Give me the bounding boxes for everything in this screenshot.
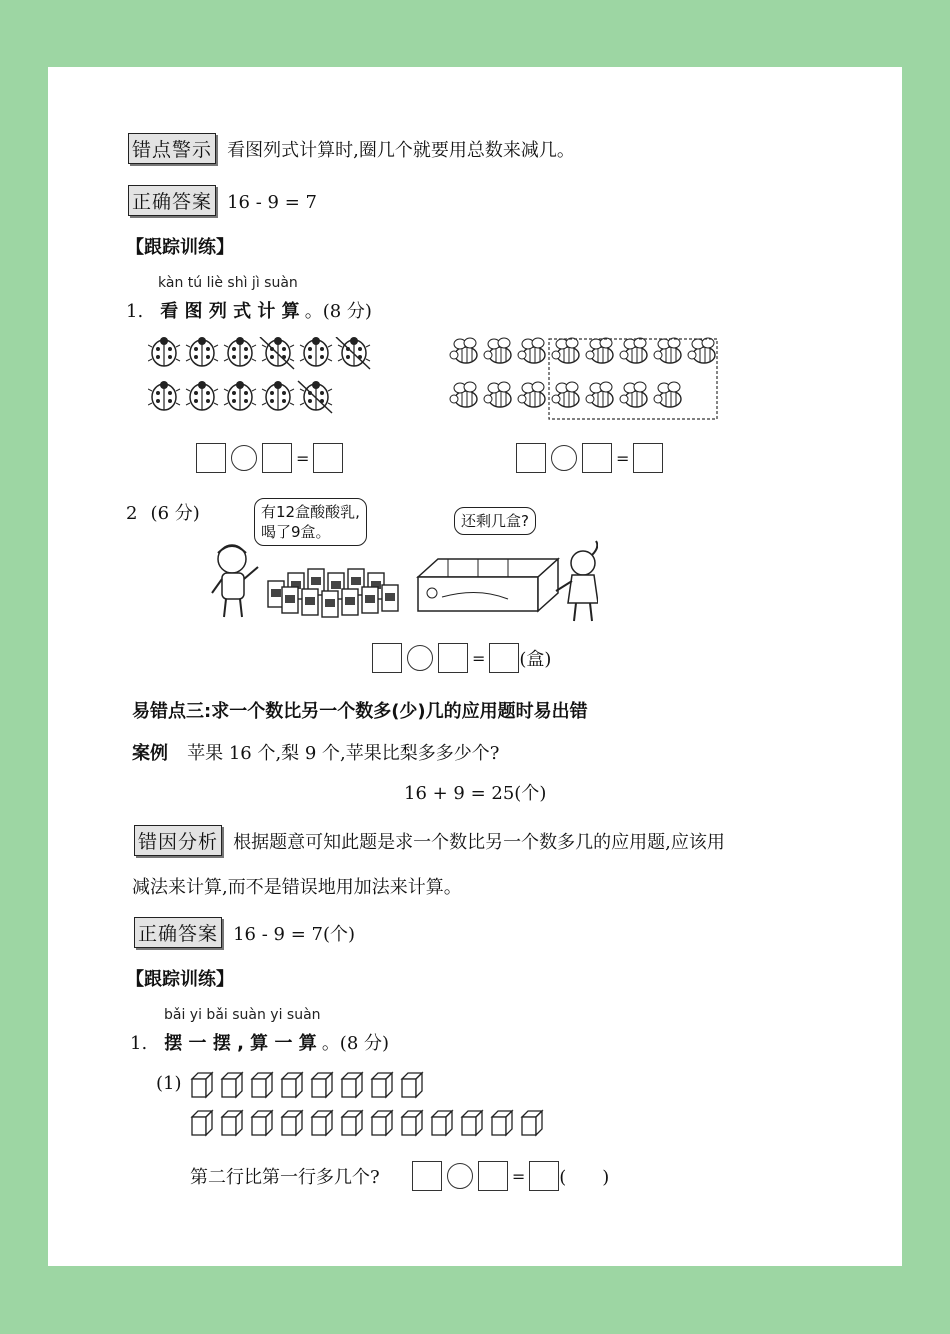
case-label: 案例 [132,743,168,764]
operator-circle[interactable] [231,445,257,471]
warning-row [128,133,575,164]
equals-sign: = [472,648,486,668]
result-box[interactable] [529,1161,559,1191]
cube-icon [250,1109,274,1137]
q3-number: 1. [130,1033,148,1054]
equals-sign: = [296,448,310,468]
q1-number: 1. [126,301,144,322]
ladybug-icon [148,337,180,366]
cube-icon [190,1071,214,1099]
cube-row-2 [190,1109,550,1137]
bee-picture [448,337,720,423]
result-box[interactable] [489,643,519,673]
case-row [132,739,499,765]
unit-label: (盒) [519,649,552,670]
warning-tag: 错点警示 [128,133,216,164]
practice-heading-1: 【跟踪训练】 [126,237,234,258]
result-box[interactable] [633,443,663,473]
answer-box[interactable] [412,1161,442,1191]
practice-heading-2: 【跟踪训练】 [126,969,234,990]
q2-title-row [126,499,200,525]
boy-figure [212,545,258,617]
answer-box[interactable] [262,443,292,473]
wrong-calculation: 16 + 9 = 25(个) [404,783,547,804]
q3-title: 摆 一 摆 , 算 一 算 [164,1033,317,1054]
bee-icon [450,338,477,363]
q3-answer-row [190,1161,609,1191]
cube-icon [430,1109,454,1137]
cause-row [134,825,725,856]
cause-tag: 错因分析 [134,825,222,856]
bubble-line: 喝了9盒。 [261,523,331,541]
answer-box[interactable] [478,1161,508,1191]
cube-icon [310,1109,334,1137]
cause-line-2: 减法来计算,而不是错误地用加法来计算。 [132,877,462,898]
cube-icon [490,1109,514,1137]
q1-answer-right[interactable] [516,443,663,473]
worksheet-page [48,67,902,1266]
operator-circle[interactable] [447,1163,473,1189]
result-box[interactable] [313,443,343,473]
answer-tag: 正确答案 [128,185,216,216]
cube-icon [220,1109,244,1137]
cube-icon [280,1109,304,1137]
q2-number: 2 [126,503,138,524]
q3-sub-label: (1) [156,1073,182,1094]
q1-title: 看 图 列 式 计 算 [160,301,300,322]
q2-points: (6 分) [150,503,200,524]
cube-icon [370,1109,394,1137]
answer-tag: 正确答案 [134,917,222,948]
q3-pinyin: bǎi yi bǎi suàn yi suàn [164,1007,321,1023]
cube-icon [340,1071,364,1099]
cube-icon [190,1109,214,1137]
q2-answer-row[interactable] [372,643,551,673]
equals-sign: = [511,1166,526,1186]
girl-figure [556,541,598,621]
q3-question: 第二行比第一行多几个? [190,1167,380,1188]
operator-circle[interactable] [551,445,577,471]
cube-row-1 [190,1071,430,1099]
answer-text: 16 - 9 = 7 [227,192,317,213]
q1-points: 。(8 分) [304,301,372,322]
cube-icon [520,1109,544,1137]
q1-pinyin: kàn tú liè shì jì suàn [158,275,298,291]
case-text: 苹果 16 个,梨 9 个,苹果比梨多多少个? [187,743,500,764]
cube-icon [400,1109,424,1137]
answer-box[interactable] [516,443,546,473]
cube-icon [280,1071,304,1099]
answer-text: 16 - 9 = 7(个) [233,924,356,945]
ladybug-picture [148,337,378,423]
q1-answer-left[interactable] [196,443,343,473]
answer-row-1 [128,185,317,216]
warning-text: 看图列式计算时,圈几个就要用总数来减几。 [227,140,575,161]
answer-box[interactable] [196,443,226,473]
speech-bubble-girl: 还剩几盒? [454,507,536,535]
cube-icon [340,1109,364,1137]
answer-box[interactable] [372,643,402,673]
bubble-line: 有12盒酸酸乳, [261,503,360,521]
answer-box[interactable] [438,643,468,673]
cube-icon [310,1071,334,1099]
yogurt-scene [208,537,598,627]
cube-icon [400,1071,424,1099]
q3-points: 。(8 分) [321,1033,390,1054]
cube-icon [250,1071,274,1099]
q1-title-row [126,297,372,323]
section3-heading: 易错点三:求一个数比另一个数多(少)几的应用题时易出错 [132,701,588,722]
cube-icon [220,1071,244,1099]
cube-icon [370,1071,394,1099]
answer-row-3 [134,917,355,948]
cube-icon [460,1109,484,1137]
q3-title-row [130,1029,389,1055]
operator-circle[interactable] [407,645,433,671]
equals-sign: = [616,448,630,468]
cause-line-1: 根据题意可知此题是求一个数比另一个数多几的应用题,应该用 [233,832,725,853]
answer-box[interactable] [582,443,612,473]
yogurt-crate [418,559,558,611]
unit-label: ( ) [559,1167,610,1188]
